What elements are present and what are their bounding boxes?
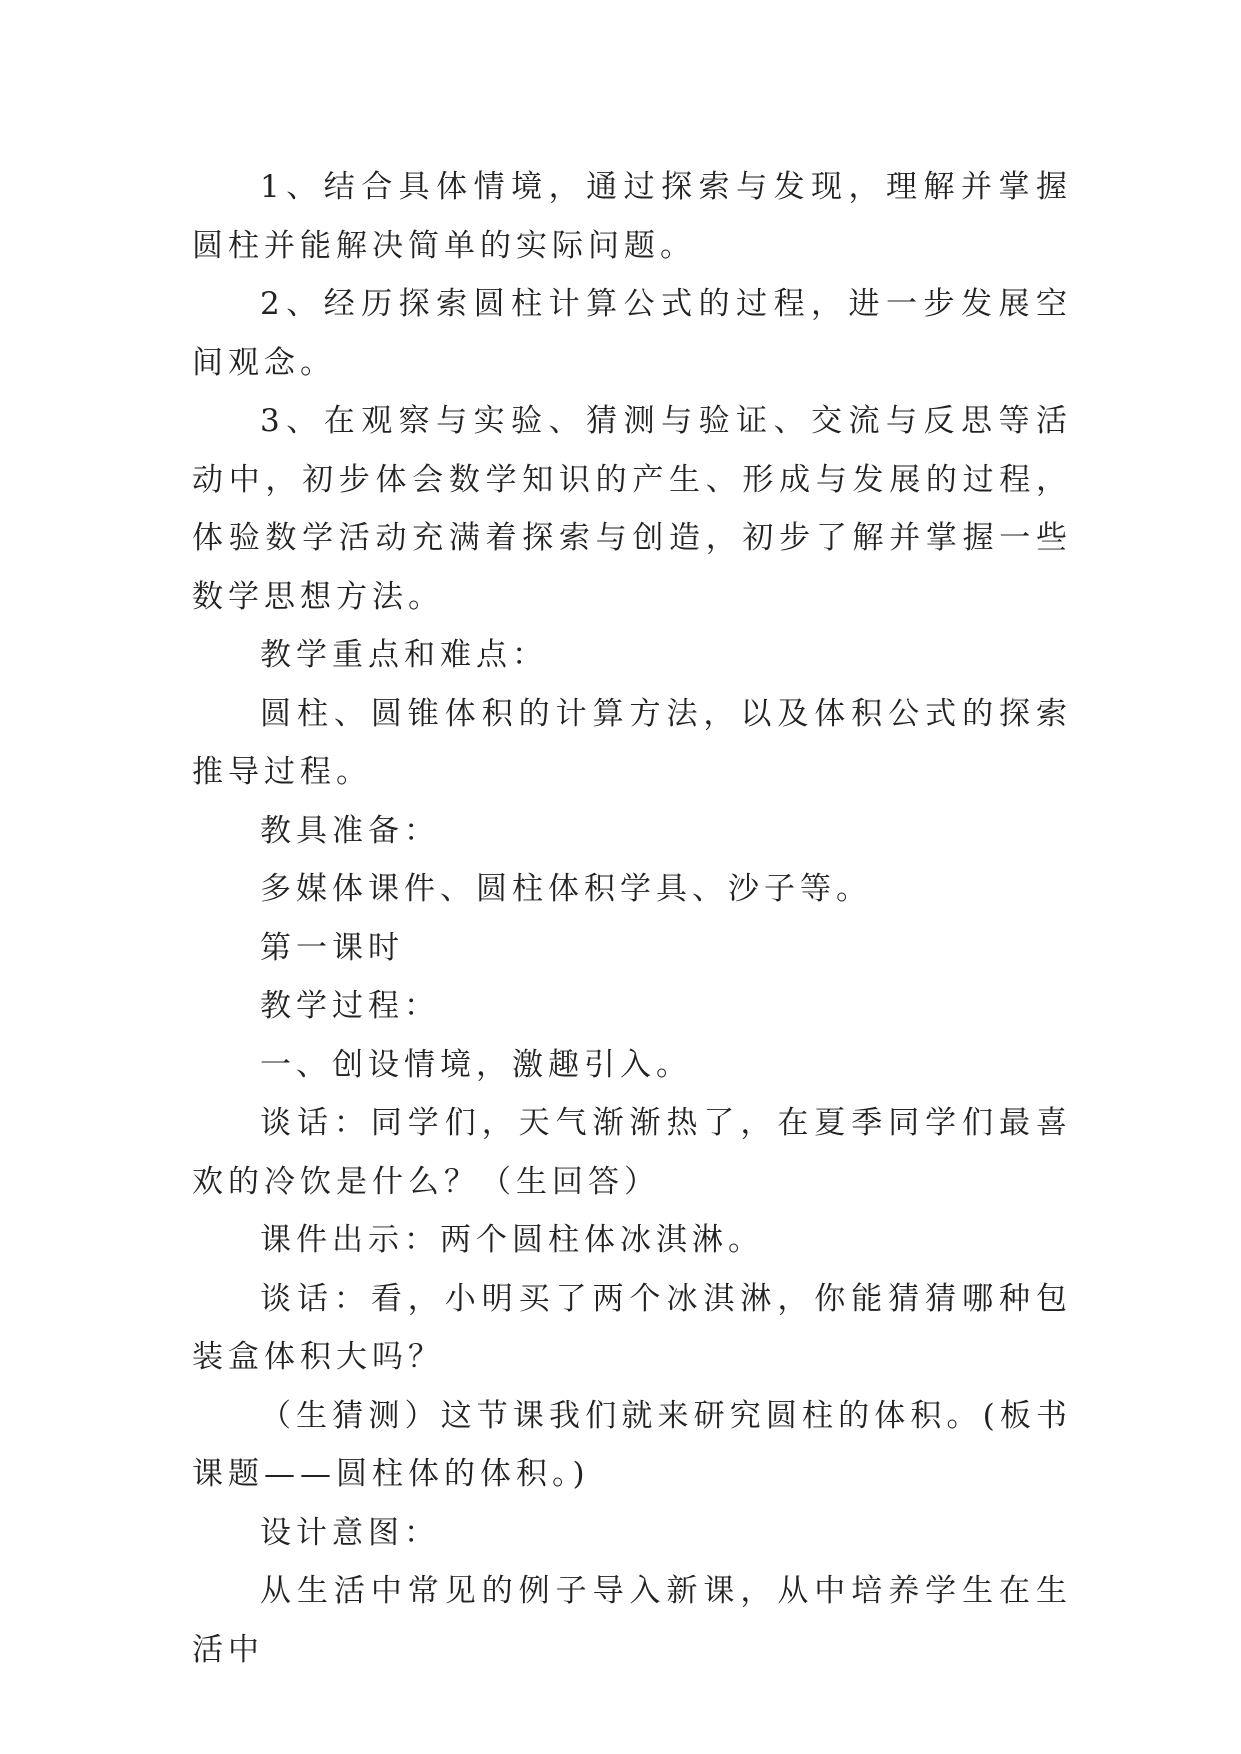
objective-1: 1、结合具体情境，通过探索与发现，理解并掌握圆柱并能解决简单的实际问题。 (192, 169, 1072, 264)
teaching-aids-text: 多媒体课件、圆柱体积学具、沙子等。 (260, 871, 872, 907)
key-points-text: 圆柱、圆锥体积的计算方法，以及体积公式的探索推导过程。 (192, 695, 1072, 790)
key-points-heading: 教学重点和难点： (260, 637, 548, 673)
objective-2: 2、经历探索圆柱计算公式的过程，进一步发展空间观念。 (192, 286, 1072, 381)
teaching-aids-heading: 教具准备： (260, 812, 440, 849)
courseware-display: 课件出示：两个圆柱体冰淇淋。 (260, 1222, 764, 1258)
dialogue-2: 谈话：看，小明买了两个冰淇淋，你能猜猜哪种包装盒体积大吗？ (192, 1280, 1072, 1375)
document-body (192, 158, 1072, 1679)
design-intent-heading: 设计意图： (260, 1514, 440, 1551)
dialogue-1: 谈话：同学们，天气渐渐热了，在夏季同学们最喜欢的冷饮是什么？（生回答） (192, 1105, 1072, 1200)
student-guess: （生猜测）这节课我们就来研究圆柱的体积。(板书课题——圆柱体的体积。) (192, 1397, 1072, 1492)
teaching-process-heading: 教学过程： (260, 988, 440, 1024)
lesson-period-heading: 第一课时 (260, 929, 404, 966)
design-intent-text: 从生活中常见的例子导入新课，从中培养学生在生活中 (192, 1573, 1072, 1668)
objective-3: 3、在观察与实验、猜测与验证、交流与反思等活动中，初步体会数学知识的产生、形成与发展的过程，体验数学活动充满着探索与创造，初步了解并掌握一些数学思想方法。 (192, 403, 1072, 615)
section-1-heading: 一、创设情境，激趣引入。 (260, 1046, 692, 1083)
